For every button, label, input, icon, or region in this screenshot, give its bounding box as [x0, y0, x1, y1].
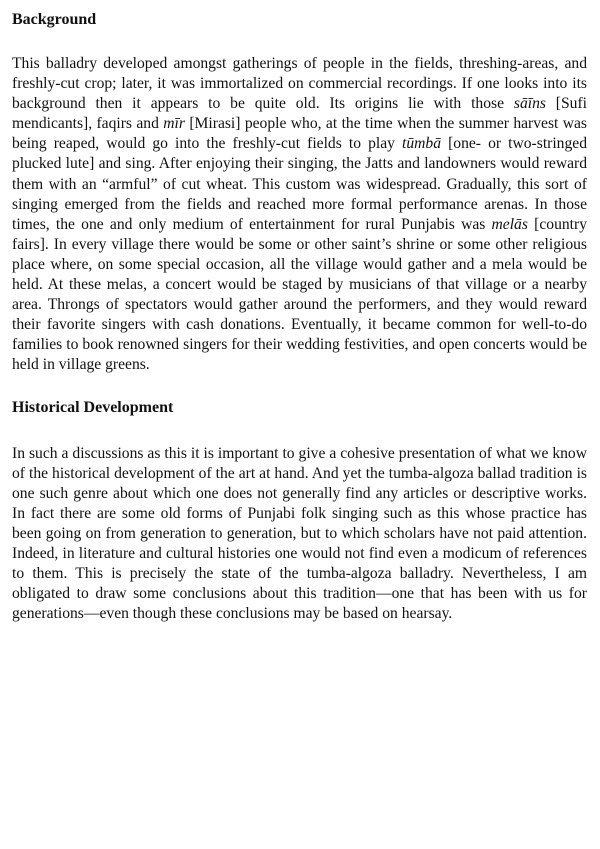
section-body-historical-development: In such a discussions as this it is important to give a cohesive presentation of what we know of the historical development of the art at hand. And yet the tumba-algoza ballad tradition is one such genre about which one does not generally find any articles or descriptive works. In fact there are some old forms of Punjabi folk singing such as this whose practice has been going on from generation to generation, but to which scholars have not paid attention. Indeed, in literature and cultural histories one would not find even a modicum of references to them. This is precisely the state of the tumba-algoza balladry. Nevertheless, I am obligated to draw some conclusions about this tradition—one that has been with us for generations—even though these conclusions may be based on hearsay.	[12, 444, 587, 623]
italic-term-sains: sāīns	[513, 95, 546, 113]
text-segment: [country fairs]. In every village there would be some or other saint’s shrine or some other religious place where, on some special occasion, all the village would gather and a mela would be held. At these melas, a concert would be staged by musicians of that village or a nearby area. Throngs of spectators would gather around the performers, and they would reward their favorite singers with cash donations. Eventually, it became common for well-to-do families to book renowned singers for their wedding festivities, and open concerts would be held in village greens.	[12, 215, 587, 374]
document-page	[12, 6, 587, 624]
text-segment: [one- or two-stringed plucked lute] and sing. After enjoying their singing, the Jatts and landowners would reward them with an “armful” of cut wheat. This custom was widespread. Gradually, this sort of singing emerged from the fields and reached more formal performance arenas. In those times, the one and only medium of entertainment for rural Punjabis was	[12, 135, 587, 233]
section-heading-background: Background	[12, 11, 97, 28]
italic-term-melas: melās	[491, 215, 528, 233]
text-segment: [Mirasi] people who, at the time when the summer harvest was being reaped, would go into the freshly-cut fields to play	[12, 115, 587, 153]
text-segment: [Sufi mendicants], faqirs and	[12, 95, 587, 133]
italic-term-tumba: tūmbā	[402, 135, 442, 153]
italic-term-mir: mīr	[163, 115, 185, 133]
section-heading-historical-development: Historical Development	[12, 398, 174, 416]
section-body-background	[12, 54, 587, 376]
text-segment: This balladry developed amongst gatherings of people in the fields, threshing-areas, and freshly-cut crop; later, it was immortalized on commercial recordings. If one looks into its background then it appears to be quite old. Its origins lie with those	[12, 55, 587, 113]
